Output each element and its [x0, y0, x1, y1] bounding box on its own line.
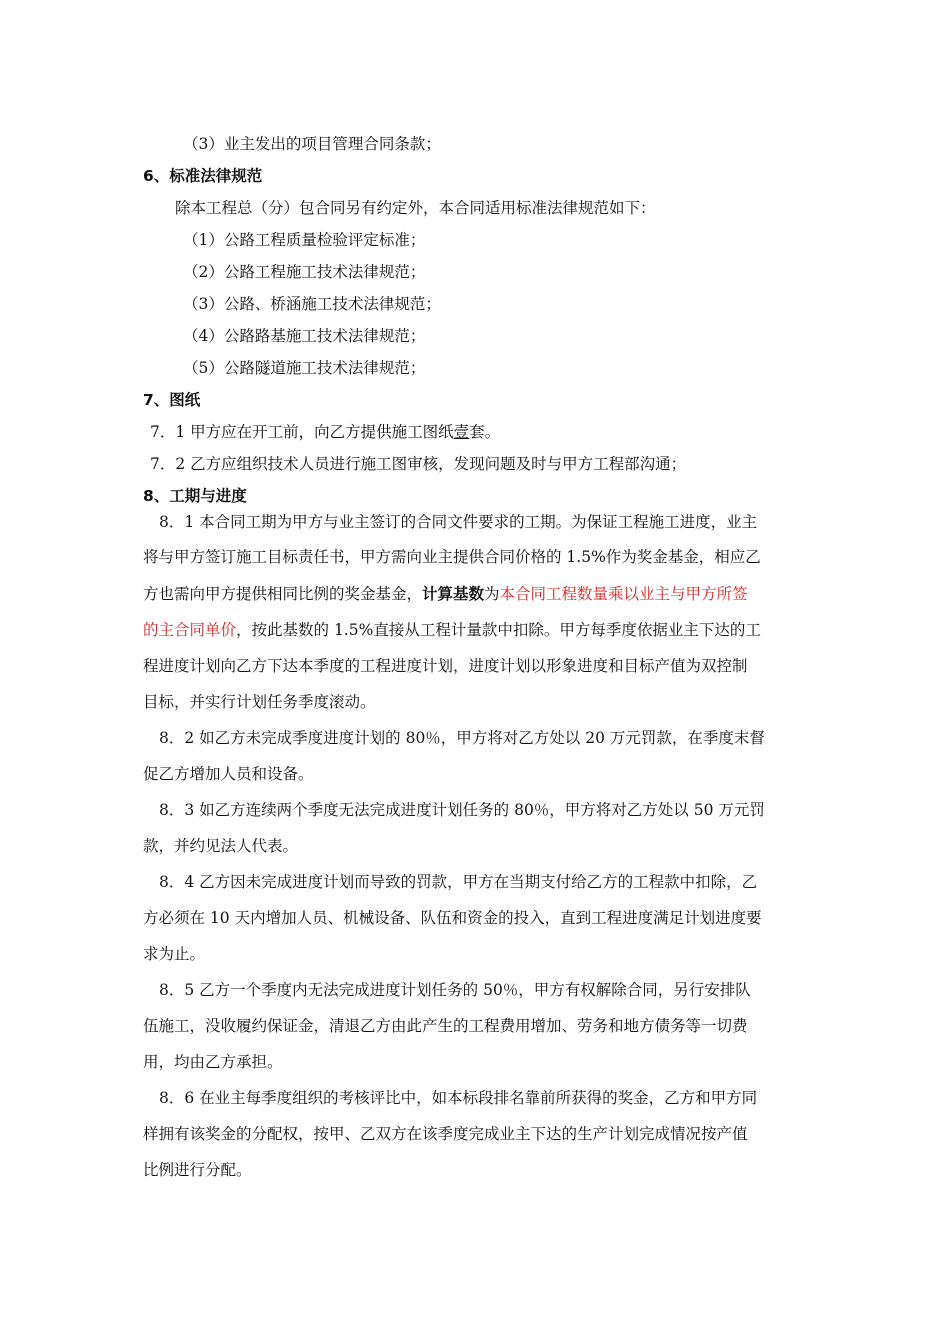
- clause-8-6-line-2: 样拥有该奖金的分配权，按甲、乙双方在该季度完成业主下达的生产计划完成情况按产值: [143, 1125, 748, 1143]
- drawing-set-count: 壹: [453, 423, 470, 441]
- clause-8-3-line-2: 款，并约见法人代表。: [143, 837, 299, 855]
- heading-section-6: 6、标准法律规范: [143, 167, 263, 185]
- clause-8-2-line-1: 8．2 如乙方未完成季度进度计划的 80％，甲方将对乙方处以 20 万元罚款，在季度末督: [159, 729, 765, 747]
- clause-8-1-line-3: [143, 584, 748, 604]
- clause-8-4-line-3: 求为止。: [143, 945, 206, 963]
- clause-8-3-line-1: 8．3 如乙方连续两个季度无法完成进度计划任务的 80％，甲方将对乙方处以 50 万元罚: [159, 801, 765, 819]
- clause-8-1-line-4: [143, 620, 761, 640]
- clause-8-4-line-1: 8．4 乙方因未完成进度计划而导致的罚款，甲方在当期支付给乙方的工程款中扣除，乙: [159, 873, 758, 891]
- clause-8-1-line-5: 程进度计划向乙方下达本季度的工程进度计划，进度计划以形象进度和目标产值为双控制: [143, 657, 748, 675]
- standard-item-3: （3）公路、桥涵施工技术法律规范；: [183, 295, 441, 313]
- section-6-intro: 除本工程总（分）包合同另有约定外，本合同适用标准法律规范如下：: [175, 199, 656, 217]
- calculation-base-highlight-1: 本合同工程数量乘以业主与甲方所签: [499, 585, 748, 603]
- clause-8-6-line-3: 比例进行分配。: [143, 1161, 252, 1179]
- clause-7-1: [150, 422, 500, 442]
- standard-item-2: （2）公路工程施工技术法律规范；: [183, 263, 426, 281]
- clause-5-3: （3）业主发出的项目管理合同条款；: [183, 135, 441, 153]
- clause-8-4-line-2: 方必须在 10 天内增加人员、机械设备、队伍和资金的投入，直到工程进度满足计划进度要: [143, 909, 762, 927]
- clause-8-5-line-1: 8．5 乙方一个季度内无法完成进度计划任务的 50％，甲方有权解除合同，另行安排队: [159, 981, 751, 999]
- clause-8-1-line-3-for: 为: [484, 585, 500, 603]
- clause-8-6-line-1: 8．6 在业主每季度组织的考核评比中，如本标段排名靠前所获得的奖金，乙方和甲方同: [159, 1089, 758, 1107]
- clause-8-1-line-2: 将与甲方签订施工目标责任书，甲方需向业主提供合同价格的 1.5%作为奖金基金，相应乙: [143, 548, 761, 566]
- heading-section-7: 7、图纸: [143, 391, 201, 409]
- standard-item-5: （5）公路隧道施工技术法律规范；: [183, 359, 426, 377]
- clause-8-5-line-2: 伍施工，没收履约保证金，清退乙方由此产生的工程费用增加、劳务和地方债务等一切费: [143, 1017, 748, 1035]
- standard-item-1: （1）公路工程质量检验评定标准；: [183, 231, 426, 249]
- clause-7-1-text: 7．1 甲方应在开工前，向乙方提供施工图纸: [150, 423, 454, 441]
- clause-8-1-line-1: 8．1 本合同工期为甲方与业主签订的合同文件要求的工期。为保证工程施工进度，业主: [159, 513, 758, 531]
- clause-7-1-end: 套。: [469, 423, 501, 441]
- clause-8-1-line-6: 目标，并实行计划任务季度滚动。: [143, 693, 376, 711]
- clause-8-2-line-2: 促乙方增加人员和设备。: [143, 765, 314, 783]
- clause-8-1-line-3-text: 方也需向甲方提供相同比例的奖金基金，: [143, 585, 423, 603]
- calculation-base-highlight-2: 的主合同单价: [143, 621, 237, 639]
- clause-7-2: 7．2 乙方应组织技术人员进行施工图审核，发现问题及时与甲方工程部沟通；: [150, 455, 687, 473]
- clause-8-1-line-4-text: ，按此基数的 1.5%直接从工程计量款中扣除。甲方每季度依据业主下达的工: [236, 621, 761, 639]
- clause-8-5-line-3: 用，均由乙方承担。: [143, 1053, 283, 1071]
- standard-item-4: （4）公路路基施工技术法律规范；: [183, 327, 426, 345]
- calculation-base-label: 计算基数: [422, 584, 485, 603]
- heading-section-8: 8、工期与进度: [143, 487, 247, 505]
